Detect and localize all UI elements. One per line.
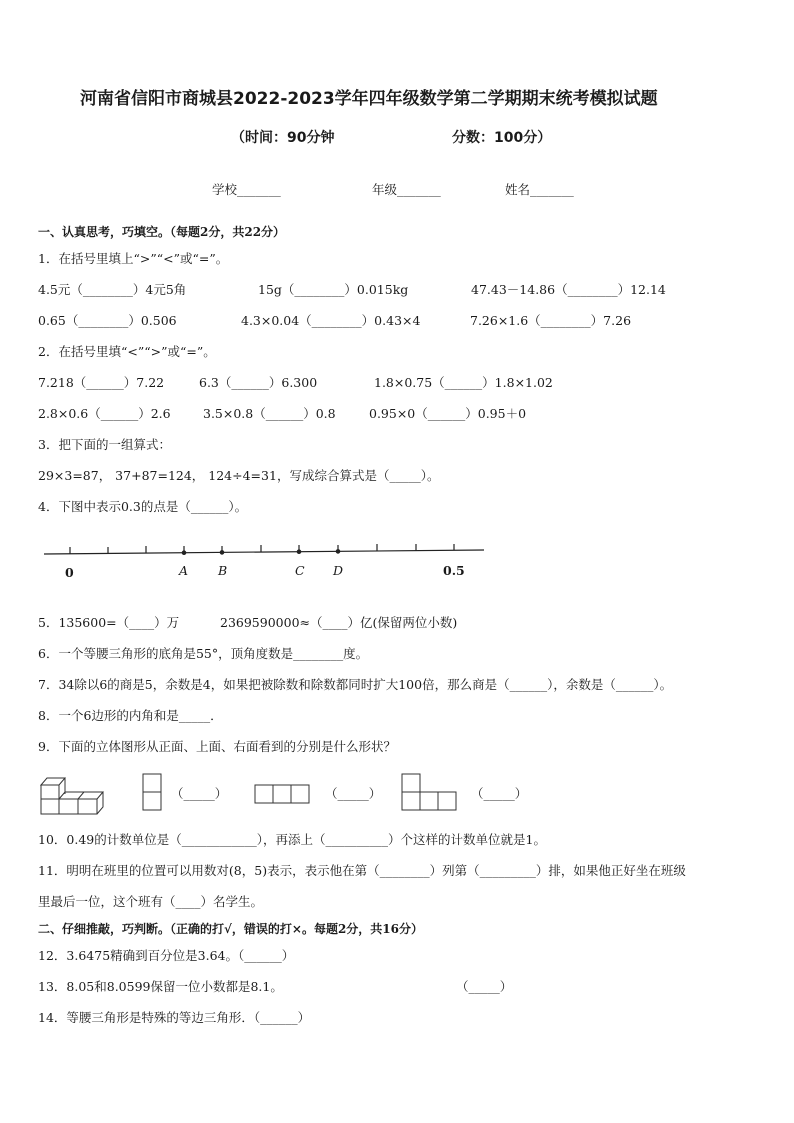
q9-answer-front: （_____）: [171, 786, 228, 801]
q3-line: 29×3=87， 37+87=124， 124÷4=31，写成综合算式是（_____）。: [38, 468, 440, 483]
q6-line: 6．一个等腰三角形的底角是55°，顶角度数是________度。: [38, 646, 369, 661]
q13-answer-blank: （_____）: [456, 979, 513, 994]
q1-item: 47.43－14.86（________）12.14: [471, 282, 666, 297]
q9-answer-right: （_____）: [471, 786, 528, 801]
q5-part2: 2369590000≈（____）亿(保留两位小数): [220, 615, 458, 630]
right-view-figure: [401, 773, 461, 813]
number-line-axis: [44, 550, 484, 554]
grade-field: 年级_______: [372, 182, 441, 197]
point-a-dot: [182, 550, 187, 555]
number-line-label-half: 0.5: [443, 563, 465, 578]
q11-line-1: 11．明明在班里的位置可以用数对(8，5)表示，表示他在第（________）列第（_________）排，如果他正好坐在班级: [38, 863, 686, 878]
q2-item: 1.8×0.75（______）1.8×1.02: [374, 375, 553, 390]
number-line-label-a: A: [179, 563, 189, 578]
q1-item: 4.3×0.04（________）0.43×4: [241, 313, 421, 328]
section-2-heading: 二、仔细推敲，巧判断。（正确的打√，错误的打×。每题2分，共16分）: [38, 922, 423, 936]
point-d-dot: [336, 549, 341, 554]
number-line-figure: [0, 535, 794, 595]
q4-stem: 4．下图中表示0.3的点是（______）。: [38, 499, 248, 514]
name-field: 姓名_______: [505, 182, 574, 197]
q10-line: 10．0.49的计数单位是（____________），再添上（__________）个这样的计数单位就是1。: [38, 832, 546, 847]
point-c-dot: [297, 549, 302, 554]
q2-item: 0.95×0（______）0.95＋0: [369, 406, 527, 421]
exam-time: （时间：90分钟: [231, 130, 335, 146]
q1-item: 7.26×1.6（________）7.26: [470, 313, 632, 328]
school-field: 学校_______: [212, 182, 281, 197]
q2-item: 6.3（______）6.300: [199, 375, 318, 390]
q13-line: 13．8.05和8.0599保留一位小数都是8.1。: [38, 979, 283, 994]
q1-stem: 1．在括号里填上“>”“<”或“=”。: [38, 251, 229, 266]
q14-line: 14．等腰三角形是特殊的等边三角形．（______）: [38, 1010, 311, 1025]
q3-stem: 3．把下面的一组算式：: [38, 437, 171, 452]
q9-stem: 9．下面的立体图形从正面、上面、右面看到的分别是什么形状？: [38, 739, 396, 754]
top-view-figure: [254, 784, 314, 806]
number-line-label-d: D: [333, 563, 344, 578]
exam-score: 分数：100分）: [452, 130, 552, 146]
q12-line: 12．3.6475精确到百分位是3.64。（______）: [38, 948, 295, 963]
front-view-figure: [142, 773, 166, 813]
q1-item: 0.65（________）0.506: [38, 313, 177, 328]
number-line-label-c: C: [295, 563, 305, 578]
q5-part1: 5．135600=（____）万: [38, 615, 180, 630]
q2-item: 7.218（______）7.22: [38, 375, 165, 390]
solid-figure: [38, 770, 108, 816]
q7-line: 7．34除以6的商是5，余数是4，如果把被除数和除数都同时扩大100倍，那么商是（______），余数是（______）。: [38, 677, 673, 692]
q8-line: 8．一个6边形的内角和是_____．: [38, 708, 223, 723]
q2-stem: 2．在括号里填“<”“>”或“=”。: [38, 344, 216, 359]
q9-answer-top: （_____）: [325, 786, 382, 801]
page-title: 河南省信阳市商城县2022-2023学年四年级数学第二学期期末统考模拟试题: [80, 89, 658, 109]
q1-item: 15g（________）0.015kg: [258, 282, 409, 297]
section-1-heading: 一、认真思考，巧填空。（每题2分，共22分）: [38, 225, 286, 239]
number-line-label-b: B: [218, 563, 228, 578]
point-b-dot: [220, 550, 225, 555]
q1-item: 4.5元（________）4元5角: [38, 282, 187, 297]
number-line-label-0: 0: [65, 565, 74, 580]
q2-item: 3.5×0.8（______）0.8: [203, 406, 336, 421]
q11-line-2: 里最后一位，这个班有（____）名学生。: [38, 894, 264, 909]
q2-item: 2.8×0.6（______）2.6: [38, 406, 171, 421]
